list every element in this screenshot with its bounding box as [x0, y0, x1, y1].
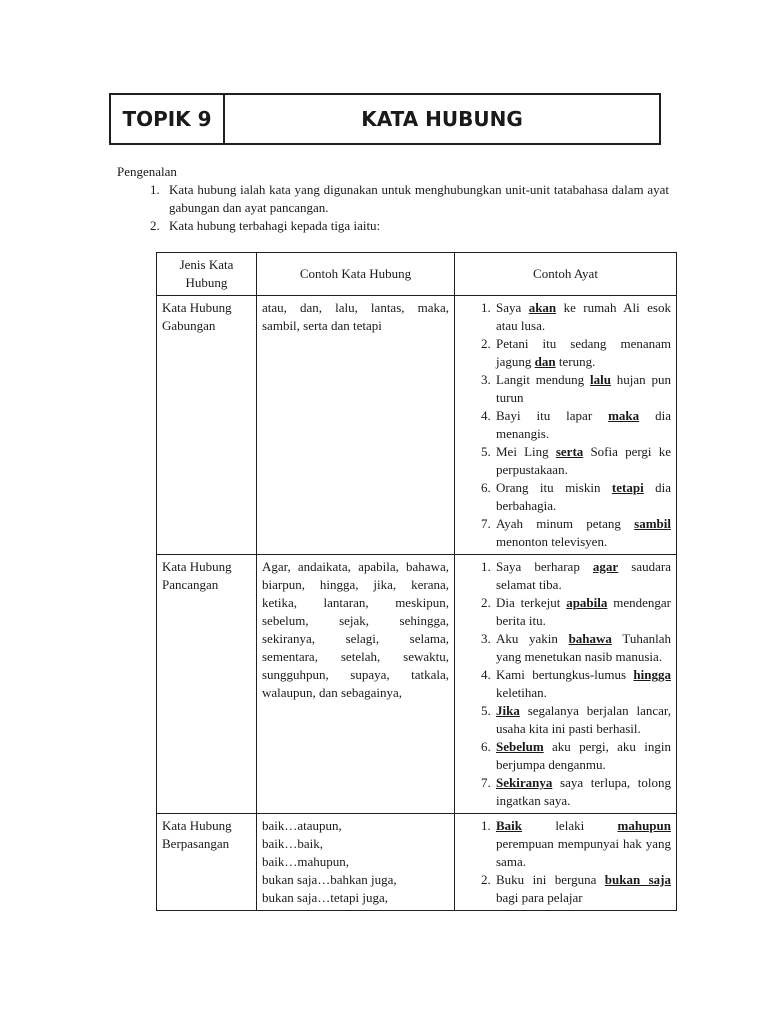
sentence-text: aku pergi, aku ingin berjumpa denganmu. [496, 739, 671, 772]
highlighted-conjunction: hingga [633, 667, 671, 682]
sentence-text: terung. [555, 354, 596, 369]
sentence-text: hujan pun turun [496, 372, 671, 405]
sentence-text: keletihan. [496, 685, 547, 700]
sentence-text: segalanya berjalan lancar, usaha kita ini pasti berhasil. [496, 703, 671, 736]
highlighted-conjunction: apabila [566, 595, 608, 610]
sentence-text: Petani itu sedang menanam jagung [496, 336, 671, 369]
sentence-text: Saya [496, 300, 529, 315]
header-cell-words: Contoh Kata Hubung [257, 253, 455, 296]
intro-point: 2. Kata hubung terbahagi kepada tiga iaitu: [163, 217, 669, 235]
header-cell-type: Jenis Kata Hubung [157, 253, 257, 296]
header-cell-examples: Contoh Ayat [455, 253, 677, 296]
sentence-text: Orang itu miskin [496, 480, 612, 495]
example-sentence [494, 738, 671, 774]
sentence-text: Tuhanlah yang menetukan nasib manusia. [496, 631, 671, 664]
examples-cell [455, 814, 677, 911]
type-cell: Kata Hubung Pancangan [157, 555, 257, 814]
highlighted-conjunction: Jika [496, 703, 520, 718]
sentence-text: dia berbahagia. [496, 480, 671, 513]
examples-list [460, 817, 671, 907]
example-sentence [494, 479, 671, 515]
words-cell: Agar, andaikata, apabila, bahawa, biarpun, hingga, jika, kerana, ketika, lantaran, meskipun, sebelum, sejak, sehingga, sekiranya, selagi, selama, sementara, setelah, sewaktu, sungguhpun, supaya, tatkala, walaupun, dan sebagainya, [257, 555, 455, 814]
highlighted-conjunction: Sekiranya [496, 775, 553, 790]
example-sentence [494, 443, 671, 479]
example-sentence [494, 558, 671, 594]
table-header-row [157, 253, 677, 296]
sentence-text: Mei Ling [496, 444, 556, 459]
sentence-text: dia menangis. [496, 408, 671, 441]
examples-list [460, 558, 671, 810]
highlighted-conjunction: dan [534, 354, 556, 369]
sentence-text: Saya berharap [496, 559, 593, 574]
topic-title: KATA HUBUNG [361, 107, 523, 131]
highlighted-conjunction: maka [608, 408, 640, 423]
example-sentence [494, 630, 671, 666]
sentence-text: lelaki [522, 818, 618, 833]
example-sentence [494, 702, 671, 738]
word-line: bukan saja…bahkan juga, [262, 872, 397, 887]
sentence-text: Langit mendung [496, 372, 590, 387]
highlighted-conjunction: Sebelum [496, 739, 544, 754]
conjunction-table [156, 252, 677, 911]
example-sentence [494, 299, 671, 335]
word-line: baik…ataupun, [262, 818, 342, 833]
intro-section [117, 163, 669, 235]
examples-cell [455, 555, 677, 814]
word-line: bukan saja…tetapi juga, [262, 890, 388, 905]
intro-heading: Pengenalan [117, 164, 177, 179]
intro-list [117, 181, 669, 235]
example-sentence [494, 774, 671, 810]
sentence-text: Bayi itu lapar [496, 408, 609, 423]
sentence-text: Aku yakin [496, 631, 569, 646]
sentence-text: Kami bertungkus-lumus [496, 667, 634, 682]
example-sentence [494, 335, 671, 371]
intro-point: 1. Kata hubung ialah kata yang digunakan untuk menghubungkan unit-unit tatabahasa dalam ayat gabungan dan ayat pancangan. [163, 181, 669, 217]
example-sentence [494, 515, 671, 551]
highlighted-conjunction: akan [528, 300, 557, 315]
highlighted-conjunction: tetapi [611, 480, 644, 495]
example-sentence [494, 666, 671, 702]
highlighted-conjunction: lalu [589, 372, 611, 387]
table-row-berpasangan [157, 814, 677, 911]
highlighted-conjunction: serta [555, 444, 584, 459]
topic-header-box [109, 93, 661, 145]
highlighted-conjunction: bahawa [568, 631, 612, 646]
type-cell: Kata Hubung Berpasangan [157, 814, 257, 911]
example-sentence [494, 817, 671, 871]
sentence-text: menonton televisyen. [496, 534, 608, 549]
type-cell: Kata Hubung Gabungan [157, 296, 257, 555]
sentence-text: perempuan mempunyai hak yang sama. [496, 836, 671, 869]
example-sentence [494, 594, 671, 630]
word-line: baik…baik, [262, 836, 324, 851]
example-sentence [494, 371, 671, 407]
sentence-text: saudara selamat tiba. [496, 559, 671, 592]
example-sentence [494, 407, 671, 443]
table-row-gabungan [157, 296, 677, 555]
sentence-text: Ayah minum petang [496, 516, 635, 531]
highlighted-conjunction: mahupun [617, 818, 671, 833]
sentence-text: saya terlupa, tolong ingatkan saya. [496, 775, 671, 808]
words-cell: atau, dan, lalu, lantas, maka, sambil, serta dan tetapi [257, 296, 455, 555]
sentence-text: Sofia pergi ke perpustakaan. [496, 444, 671, 477]
sentence-text: bagi para pelajar [496, 890, 583, 905]
word-line: baik…mahupun, [262, 854, 350, 869]
sentence-text: ke rumah Ali esok atau lusa. [496, 300, 671, 333]
sentence-text: mendengar berita itu. [496, 595, 671, 628]
highlighted-conjunction: bukan saja [604, 872, 672, 887]
examples-list [460, 299, 671, 551]
sentence-text: Dia terkejut [496, 595, 567, 610]
topic-number: TOPIK 9 [111, 95, 225, 143]
words-cell [257, 814, 455, 911]
examples-cell [455, 296, 677, 555]
highlighted-conjunction: Baik [496, 818, 523, 833]
highlighted-conjunction: agar [592, 559, 619, 574]
example-sentence [494, 871, 671, 907]
table-row-pancangan [157, 555, 677, 814]
sentence-text: Buku ini berguna [496, 872, 605, 887]
highlighted-conjunction: sambil [634, 516, 671, 531]
